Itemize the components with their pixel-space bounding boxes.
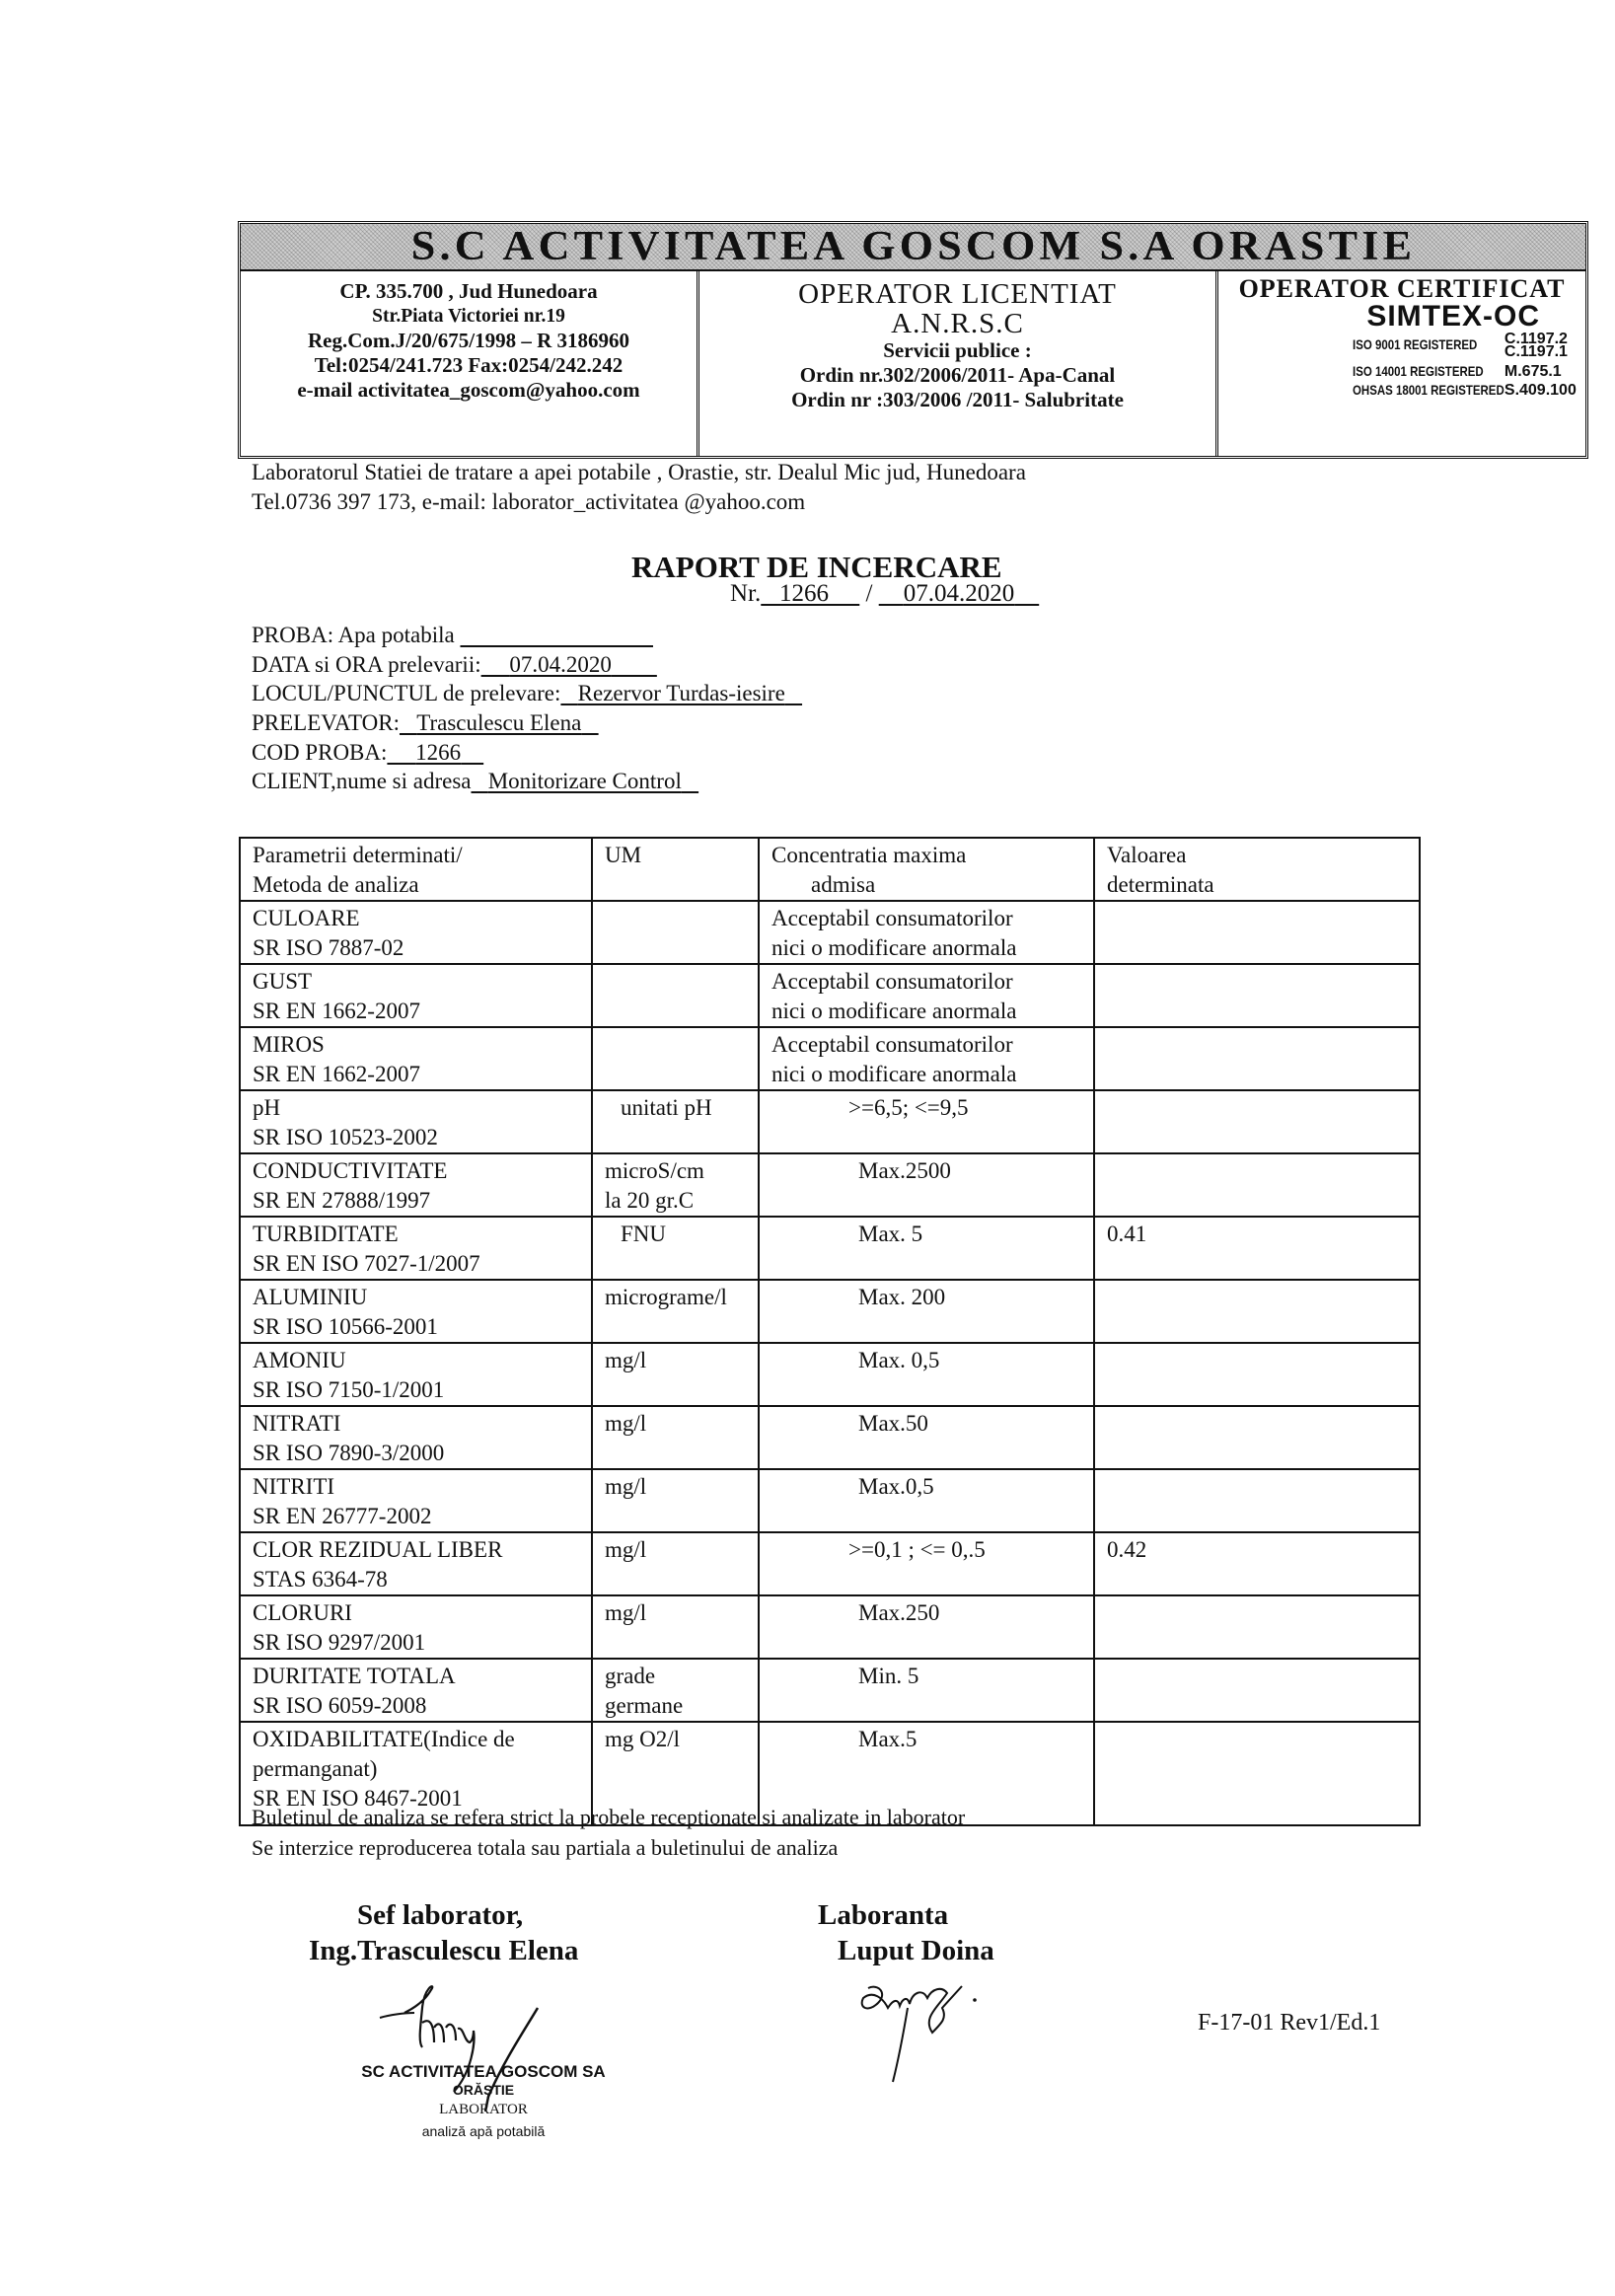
license-order-1: Ordin nr.302/2006/2011- Apa-Canal — [799, 363, 1116, 387]
company-contact — [241, 271, 699, 456]
table-row — [240, 901, 1420, 964]
phone-fax: Tel:0254/241.723 Fax:0254/242.242 — [314, 353, 624, 377]
sampling-date: DATA si ORA prelevarii: 07.04.2020 — [252, 652, 612, 677]
method-name: SR EN 1662-2007 — [253, 1062, 420, 1086]
parameter-cell — [240, 901, 592, 964]
certifier-logo: SIMTEX-OC — [1366, 300, 1540, 333]
limit: Acceptabil consumatorilor — [771, 969, 1013, 994]
method-name: SR ISO 9297/2001 — [253, 1630, 426, 1655]
form-code: F-17-01 Rev1/Ed.1 — [1198, 2010, 1381, 2036]
method-name: SR ISO 7150-1/2001 — [253, 1377, 445, 1402]
table-header-row — [240, 838, 1420, 901]
report-title: RAPORT DE INCERCARE — [631, 550, 1002, 584]
operator-license — [699, 271, 1218, 456]
table-row — [240, 1217, 1420, 1280]
method-name: SR EN 1662-2007 — [253, 999, 420, 1023]
limit-cell — [759, 1280, 1094, 1343]
limit-cell — [759, 1532, 1094, 1595]
table-row — [240, 1027, 1420, 1090]
registration-iso14001: ISO 14001 REGISTERED M.675.1 — [1353, 363, 1562, 380]
limit: nici o modificare anormala — [771, 935, 1017, 960]
sampler-value: Trasculescu Elena — [416, 710, 582, 735]
value-cell — [1094, 901, 1420, 964]
value-cell — [1094, 1280, 1420, 1343]
unit-cell — [592, 1027, 759, 1090]
value-cell — [1094, 1027, 1420, 1090]
unit: unitati pH — [621, 1095, 712, 1120]
parameter-cell — [240, 1217, 592, 1280]
unit: microS/cm — [605, 1158, 704, 1183]
unit-cell — [592, 964, 759, 1027]
unit: micrograme/l — [605, 1285, 727, 1309]
method-name: SR ISO 7890-3/2000 — [253, 1441, 445, 1465]
value-cell — [1094, 1406, 1420, 1469]
license-title: OPERATOR LICENTIAT — [798, 278, 1117, 310]
table-row — [240, 1659, 1420, 1722]
measured-value: 0.41 — [1107, 1222, 1147, 1246]
parameter-cell — [240, 1469, 592, 1532]
limit-cell — [759, 1217, 1094, 1280]
limit: Max.250 — [858, 1600, 940, 1625]
head-of-lab-name: Ing.Trasculescu Elena — [309, 1935, 579, 1966]
registration-iso9001: ISO 9001 REGISTERED C.1197.2 C.1197.1 — [1353, 331, 1568, 360]
table-row — [240, 1595, 1420, 1659]
table-row — [240, 1280, 1420, 1343]
limit-cell — [759, 1343, 1094, 1406]
lab-contact: Tel.0736 397 173, e-mail: laborator_activitatea @yahoo.com — [252, 489, 806, 514]
registration-ohsas18001: OHSAS 18001 REGISTERED S.409.100 — [1353, 382, 1577, 399]
sample-type: PROBA: Apa potabila — [252, 623, 455, 647]
client: CLIENT,nume si adresa Monitorizare Control — [252, 769, 682, 793]
disclaimer-1: Buletinul de analiza se refera strict la probele receptionate si analizate in laborator — [252, 1805, 966, 1829]
unit-cell — [592, 1217, 759, 1280]
parameter-name: CULOARE — [253, 906, 360, 930]
limit: >=0,1 ; <= 0,.5 — [848, 1537, 986, 1562]
limit: Max.50 — [858, 1411, 928, 1436]
results-table — [239, 837, 1421, 1826]
unit-cell — [592, 1153, 759, 1217]
table-row — [240, 1153, 1420, 1217]
parameter-name: CLOR REZIDUAL LIBER — [253, 1537, 503, 1562]
value-cell — [1094, 1595, 1420, 1659]
parameter-cell — [240, 1532, 592, 1595]
sample-code-value: 1266 — [415, 740, 462, 765]
cert-title: OPERATOR CERTIFICAT — [1238, 274, 1566, 303]
unit: grade — [605, 1664, 656, 1688]
operator-certification — [1218, 271, 1585, 456]
head-of-lab-role: Sef laborator, — [357, 1899, 524, 1931]
parameter-name: NITRITI — [253, 1474, 335, 1499]
report-number-value: 1266 — [779, 580, 829, 607]
stamp-company: SC ACTIVITATEA GOSCOM SA — [361, 2062, 606, 2081]
method-name: SR ISO 10566-2001 — [253, 1314, 438, 1339]
unit: la 20 gr.C — [605, 1188, 695, 1213]
stamp-dept: LABORATOR — [439, 2102, 528, 2117]
parameter-name: ALUMINIU — [253, 1285, 368, 1309]
table-row — [240, 1406, 1420, 1469]
limit: Acceptabil consumatorilor — [771, 906, 1013, 930]
license-services: Servicii publice : — [883, 338, 1032, 362]
unit: mg/l — [605, 1474, 647, 1499]
company-header — [238, 221, 1588, 459]
postal-address: CP. 335.700 , Jud Hunedoara — [339, 279, 598, 303]
license-order-2: Ordin nr :303/2006 /2011- Salubritate — [791, 388, 1124, 411]
parameter-name: MIROS — [253, 1032, 325, 1057]
unit-cell — [592, 1280, 759, 1343]
parameter-name: CONDUCTIVITATE — [253, 1158, 448, 1183]
unit: FNU — [621, 1222, 667, 1246]
license-authority: A.N.R.S.C — [891, 308, 1024, 339]
header-um: UM — [592, 838, 759, 901]
value-cell — [1094, 1090, 1420, 1153]
lab-address: Laboratorul Statiei de tratare a apei potabile , Orastie, str. Dealul Mic jud, Hunedoara — [252, 460, 1026, 484]
limit: Max.5 — [858, 1727, 918, 1751]
parameter-name: DURITATE TOTALA — [253, 1664, 456, 1688]
table-row — [240, 1343, 1420, 1406]
parameter-cell — [240, 1280, 592, 1343]
limit: nici o modificare anormala — [771, 999, 1017, 1023]
parameter-name: pH — [253, 1095, 281, 1120]
unit-cell — [592, 1659, 759, 1722]
parameter-cell — [240, 1090, 592, 1153]
measured-value: 0.42 — [1107, 1537, 1147, 1562]
table-row — [240, 1090, 1420, 1153]
unit-cell — [592, 1343, 759, 1406]
stamp-city: ORĂŞTIE — [452, 2082, 515, 2098]
limit: Max.0,5 — [858, 1474, 934, 1499]
limit-cell — [759, 1406, 1094, 1469]
method-name: STAS 6364-78 — [253, 1567, 388, 1592]
value-cell — [1094, 1343, 1420, 1406]
parameter-name-cont: permanganat) — [253, 1756, 378, 1781]
unit-cell — [592, 1595, 759, 1659]
limit: Max. 0,5 — [858, 1348, 940, 1372]
report-number: Nr. 1266 / 07.04.2020 — [730, 580, 1015, 607]
lab-technician-name: Luput Doina — [838, 1935, 994, 1966]
registration: Reg.Com.J/20/675/1998 – R 3186960 — [307, 329, 630, 352]
value-cell — [1094, 1659, 1420, 1722]
table-row — [240, 964, 1420, 1027]
parameter-name: GUST — [253, 969, 313, 994]
limit: nici o modificare anormala — [771, 1062, 1017, 1086]
lab-technician-role: Laboranta — [818, 1899, 949, 1931]
parameter-cell — [240, 1153, 592, 1217]
lab-stamp — [326, 2063, 641, 2140]
limit-cell — [759, 1027, 1094, 1090]
parameter-name: NITRATI — [253, 1411, 341, 1436]
unit-cell — [592, 1090, 759, 1153]
method-name: SR EN 27888/1997 — [253, 1188, 431, 1213]
unit-cell — [592, 1406, 759, 1469]
company-name: S.C ACTIVITATEA GOSCOM S.A ORASTIE — [410, 224, 1416, 269]
parameter-name: OXIDABILITATE(Indice de — [253, 1727, 515, 1751]
sampler: PRELEVATOR: Trasculescu Elena — [252, 710, 582, 735]
unit: mg/l — [605, 1411, 647, 1436]
value-cell — [1094, 1217, 1420, 1280]
table-row — [240, 1469, 1420, 1532]
value-cell — [1094, 1469, 1420, 1532]
header-value: Valoarea determinata — [1094, 838, 1420, 901]
sampling-location-value: Rezervor Turdas-iesire — [577, 681, 785, 705]
parameter-name: CLORURI — [253, 1600, 352, 1625]
disclaimer-2: Se interzice reproducerea totala sau partiala a buletinului de analiza — [252, 1835, 839, 1860]
limit-cell — [759, 1469, 1094, 1532]
unit: mg/l — [605, 1348, 647, 1372]
header-parameter: Parametrii determinati/ Metoda de analiza — [240, 838, 592, 901]
sampling-date-value: 07.04.2020 — [509, 652, 612, 677]
unit-cell — [592, 1469, 759, 1532]
limit: Max.2500 — [858, 1158, 951, 1183]
company-email: e-mail activitatea_goscom@yahoo.com — [297, 378, 640, 402]
reg-code: S.409.100 — [1504, 382, 1577, 399]
limit: Min. 5 — [858, 1664, 919, 1688]
value-cell — [1094, 1153, 1420, 1217]
limit: Max. 5 — [858, 1222, 923, 1246]
reg-code: C.1197.1 — [1504, 343, 1568, 360]
stamp-scope: analiză apă potabilă — [421, 2123, 546, 2139]
value-cell — [1094, 1532, 1420, 1595]
limit-cell — [759, 901, 1094, 964]
unit: germane — [605, 1693, 684, 1718]
parameter-cell — [240, 1595, 592, 1659]
method-name: SR EN ISO 8467-2001 — [253, 1786, 463, 1811]
unit-cell — [592, 1532, 759, 1595]
unit: mg/l — [605, 1600, 647, 1625]
method-name: SR ISO 10523-2002 — [253, 1125, 438, 1149]
parameter-cell — [240, 964, 592, 1027]
sample-code: COD PROBA: 1266 — [252, 740, 462, 765]
report-date: 07.04.2020 — [903, 580, 1015, 607]
unit: mg/l — [605, 1537, 647, 1562]
limit-cell — [759, 964, 1094, 1027]
parameter-name: TURBIDITATE — [253, 1222, 399, 1246]
limit-cell — [759, 1595, 1094, 1659]
unit: mg O2/l — [605, 1727, 681, 1751]
table-row — [240, 1532, 1420, 1595]
header-limit: Concentratia maxima admisa — [759, 838, 1094, 901]
street-address: Str.Piata Victoriei nr.19 — [372, 306, 565, 327]
method-name: SR EN ISO 7027-1/2007 — [253, 1251, 480, 1276]
reg-code: C.1197.2 — [1504, 331, 1568, 347]
parameter-cell — [240, 1406, 592, 1469]
unit-cell — [592, 901, 759, 964]
limit-cell — [759, 1090, 1094, 1153]
method-name: SR ISO 6059-2008 — [253, 1693, 427, 1718]
method-name: SR ISO 7887-02 — [253, 935, 404, 960]
reg-code: M.675.1 — [1504, 363, 1562, 380]
limit: >=6,5; <=9,5 — [848, 1095, 969, 1120]
client-value: Monitorizare Control — [487, 769, 682, 793]
parameter-name: AMONIU — [253, 1348, 346, 1372]
method-name: SR EN 26777-2002 — [253, 1504, 432, 1528]
limit-cell — [759, 1153, 1094, 1217]
sampling-location: LOCUL/PUNCTUL de prelevare: Rezervor Turdas-iesire — [252, 681, 785, 705]
limit: Acceptabil consumatorilor — [771, 1032, 1013, 1057]
parameter-cell — [240, 1659, 592, 1722]
lab-technician-signature — [848, 1978, 1006, 2087]
value-cell — [1094, 964, 1420, 1027]
limit: Max. 200 — [858, 1285, 946, 1309]
company-banner — [241, 224, 1585, 271]
parameter-cell — [240, 1027, 592, 1090]
limit-cell — [759, 1659, 1094, 1722]
parameter-cell — [240, 1343, 592, 1406]
value-cell — [1094, 1722, 1420, 1825]
